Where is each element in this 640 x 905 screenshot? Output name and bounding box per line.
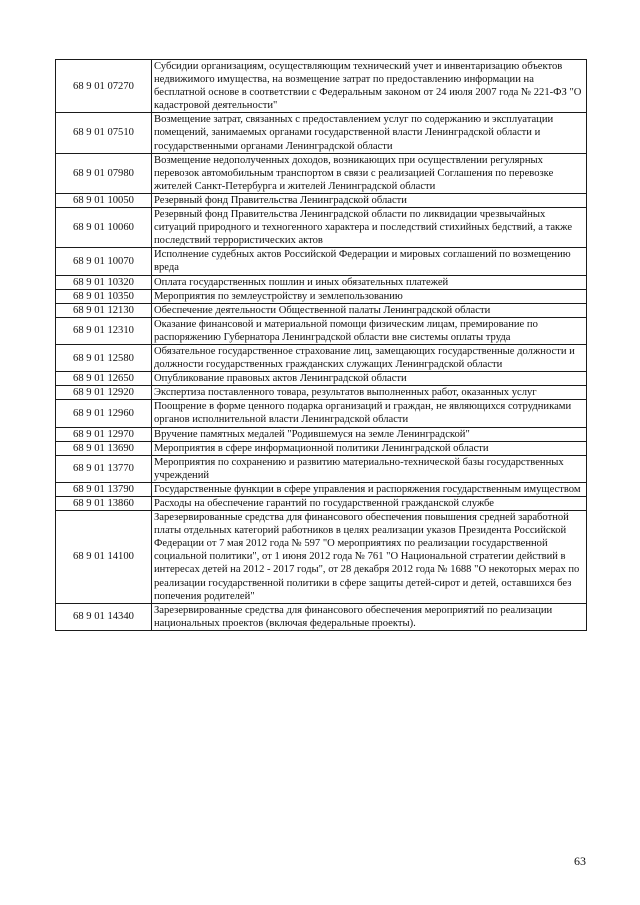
row-description-cell: Мероприятия по землеустройству и землепользованию — [152, 289, 587, 303]
row-description-cell: Субсидии организациям, осуществляющим технический учет и инвентаризацию объектов недвижимого имущества, на возмещение затрат по предоставлению информации на бесплатной основе в соответствии с Федеральным законом от 24 июля 2007 года № 221-ФЗ "О кадастровой деятельности" — [152, 60, 587, 113]
row-description-cell: Опубликование правовых актов Ленинградской области — [152, 372, 587, 386]
table-row — [56, 400, 587, 427]
row-code-cell: 68 9 01 10070 — [56, 248, 152, 275]
row-description-cell: Оплата государственных пошлин и иных обязательных платежей — [152, 275, 587, 289]
row-code-cell: 68 9 01 12130 — [56, 303, 152, 317]
row-code-cell: 68 9 01 13690 — [56, 441, 152, 455]
row-code-cell: 68 9 01 12920 — [56, 386, 152, 400]
table-row — [56, 497, 587, 511]
row-code-cell: 68 9 01 10350 — [56, 289, 152, 303]
row-code-cell: 68 9 01 12580 — [56, 344, 152, 371]
table-row — [56, 427, 587, 441]
table-row — [56, 248, 587, 275]
table-row — [56, 208, 587, 248]
row-description-cell: Зарезервированные средства для финансового обеспечения мероприятий по реализации национальных проектов (включая федеральные проекты). — [152, 603, 587, 630]
row-description-cell: Мероприятия по сохранению и развитию материально-технической базы государственных учреждений — [152, 455, 587, 482]
table-row — [56, 455, 587, 482]
row-code-cell: 68 9 01 12960 — [56, 400, 152, 427]
row-code-cell: 68 9 01 12650 — [56, 372, 152, 386]
row-description-cell: Поощрение в форме ценного подарка организаций и граждан, не являющихся сотрудниками органов исполнительной власти Ленинградской области — [152, 400, 587, 427]
table-row — [56, 386, 587, 400]
row-code-cell: 68 9 01 12970 — [56, 427, 152, 441]
row-description-cell: Возмещение затрат, связанных с предоставлением услуг по содержанию и эксплуатации помещений, занимаемых органами государственной власти Ленинградской области и государственными органами Ленинградской области — [152, 113, 587, 153]
table-row — [56, 344, 587, 371]
row-description-cell: Экспертиза поставленного товара, результатов выполненных работ, оказанных услуг — [152, 386, 587, 400]
table-row — [56, 603, 587, 630]
row-code-cell: 68 9 01 13790 — [56, 482, 152, 496]
row-description-cell: Резервный фонд Правительства Ленинградской области по ликвидации чрезвычайных ситуаций природного и техногенного характера и последствий стихийных бедствий, а также последствий террористических актов — [152, 208, 587, 248]
row-description-cell: Возмещение недополученных доходов, возникающих при осуществлении регулярных перевозок автомобильным транспортом в связи с реализацией Соглашения по перевозке жителей Санкт-Петербурга и жителей Ленинградской области — [152, 153, 587, 193]
table-row — [56, 303, 587, 317]
table-row — [56, 372, 587, 386]
table-row — [56, 153, 587, 193]
row-code-cell: 68 9 01 07980 — [56, 153, 152, 193]
row-description-cell: Зарезервированные средства для финансового обеспечения повышения средней заработной платы отдельных категорий работников в целях реализации указов Президента Российской Федерации от 7 мая 2012 года № 597 "О мероприятиях по реализации государственной социальной политики", от 1 июня 2012 года № 761 "О Национальной стратегии действий в интересах детей на 2012 - 2017 годы", от 28 декабря 2012 года № 1688 "О некоторых мерах по реализации государственной политики в сфере защиты детей-сирот и детей, оставшихся без попечения родителей" — [152, 511, 587, 604]
row-description-cell: Обеспечение деятельности Общественной палаты Ленинградской области — [152, 303, 587, 317]
row-code-cell: 68 9 01 14340 — [56, 603, 152, 630]
table-row — [56, 511, 587, 604]
row-description-cell: Обязательное государственное страхование лиц, замещающих государственные должности и должности государственных гражданских служащих Ленинградской области — [152, 344, 587, 371]
page-number: 63 — [574, 854, 586, 868]
row-description-cell: Мероприятия в сфере информационной политики Ленинградской области — [152, 441, 587, 455]
row-code-cell: 68 9 01 07510 — [56, 113, 152, 153]
table-row — [56, 113, 587, 153]
row-code-cell: 68 9 01 12310 — [56, 317, 152, 344]
row-code-cell: 68 9 01 10060 — [56, 208, 152, 248]
row-description-cell: Оказание финансовой и материальной помощи физическим лицам, премирование по распоряжению Губернатора Ленинградской области вне системы оплаты труда — [152, 317, 587, 344]
row-code-cell: 68 9 01 13770 — [56, 455, 152, 482]
table-row — [56, 60, 587, 113]
row-code-cell: 68 9 01 14100 — [56, 511, 152, 604]
row-description-cell: Государственные функции в сфере управления и распоряжения государственным имуществом — [152, 482, 587, 496]
row-code-cell: 68 9 01 07270 — [56, 60, 152, 113]
row-code-cell: 68 9 01 13860 — [56, 497, 152, 511]
table-row — [56, 275, 587, 289]
row-description-cell: Вручение памятных медалей "Родившемуся на земле Ленинградской" — [152, 427, 587, 441]
table-row — [56, 193, 587, 207]
row-description-cell: Резервный фонд Правительства Ленинградской области — [152, 193, 587, 207]
table-row — [56, 441, 587, 455]
table-row — [56, 317, 587, 344]
row-description-cell: Расходы на обеспечение гарантий по государственной гражданской службе — [152, 497, 587, 511]
table-body — [56, 60, 587, 631]
row-code-cell: 68 9 01 10050 — [56, 193, 152, 207]
table-row — [56, 482, 587, 496]
row-code-cell: 68 9 01 10320 — [56, 275, 152, 289]
budget-code-table — [55, 59, 587, 631]
row-description-cell: Исполнение судебных актов Российской Федерации и мировых соглашений по возмещению вреда — [152, 248, 587, 275]
table-row — [56, 289, 587, 303]
